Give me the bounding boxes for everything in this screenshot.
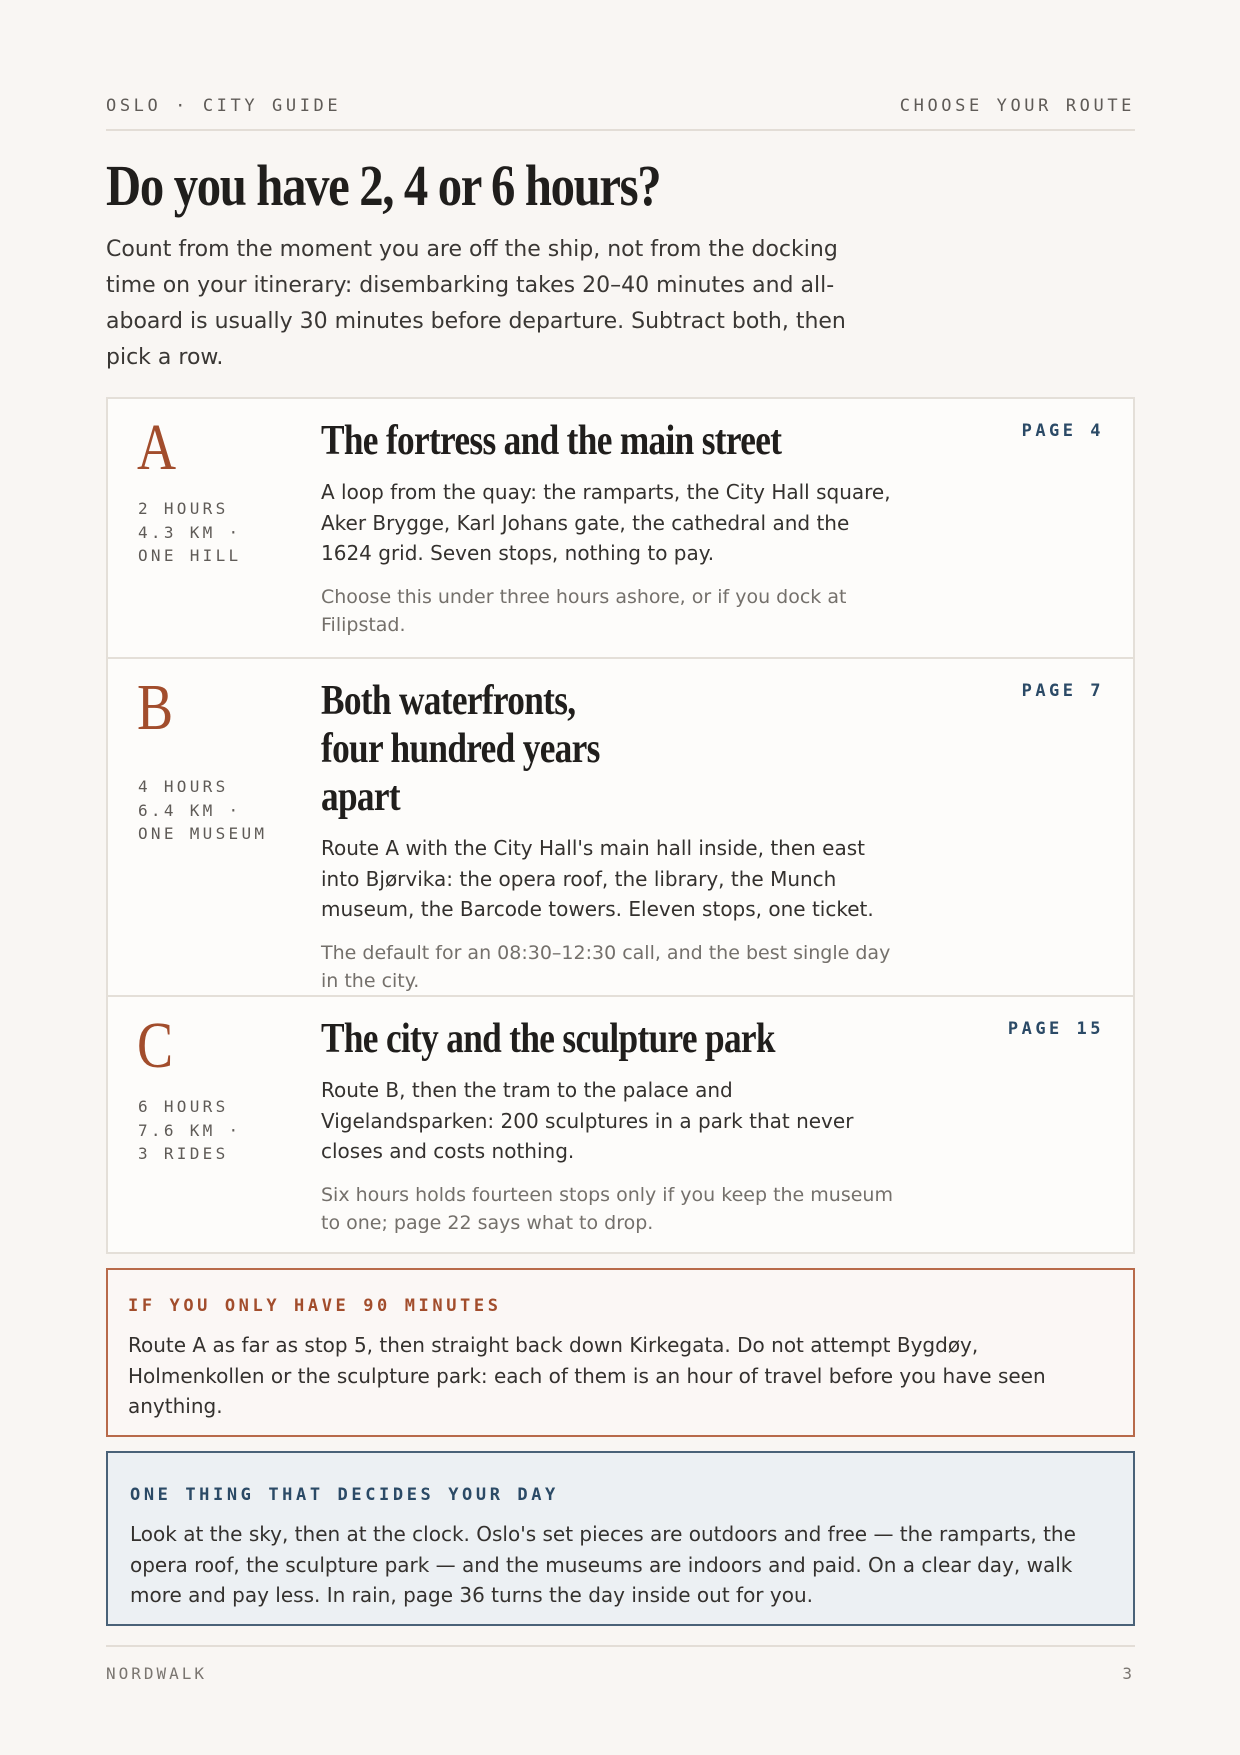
route-distance: 7.6 KM · xyxy=(138,1120,242,1140)
tip-callout xyxy=(106,1451,1135,1626)
route-duration: 6 HOURS xyxy=(138,1097,229,1116)
route-extra: ONE MUSEUM xyxy=(138,824,268,843)
tip-text: Look at the sky, then at the clock. Oslo's set pieces are outdoors and free — the ramparts, the opera roof, the sculpture park — and the museums are indoors and paid. On a clear day, walk more and pay less. In rain, page 36 turns the day inside out for you. xyxy=(130,1522,1076,1607)
route-distance: 4.3 KM · xyxy=(138,522,242,542)
publisher-label: NORDWALK xyxy=(106,1664,208,1683)
route-note: Six hours holds fourteen stops only if you keep the museum to one; page 22 says what to drop. xyxy=(321,1183,893,1234)
route-title: The fortress and the main street xyxy=(321,418,782,464)
running-head xyxy=(106,96,1135,116)
page-number: 3 xyxy=(1122,1664,1135,1683)
route-title: The city and the sculpture park xyxy=(321,1016,775,1062)
warning-text: Route A as far as stop 5, then straight back down Kirkegata. Do not attempt Bygdøy, Holmenkollen or the sculpture park: each of them is an hour of travel before you have seen anything. xyxy=(128,1333,1046,1418)
route-meta xyxy=(138,1095,241,1166)
route-letter: C xyxy=(137,1009,174,1082)
page xyxy=(106,0,1135,1755)
tip-heading: ONE THING THAT DECIDES YOUR DAY xyxy=(130,1485,559,1505)
route-note: The default for an 08:30–12:30 call, and the best single day in the city. xyxy=(321,941,891,992)
header-divider xyxy=(106,129,1135,131)
footer xyxy=(106,1664,1135,1683)
route-duration: 2 HOURS xyxy=(138,499,229,518)
route-description: Route B, then the tram to the palace and Vigelandsparken: 200 sculptures in a park that never closes and costs nothing. xyxy=(321,1078,854,1163)
route-description: A loop from the quay: the ramparts, the City Hall square, Aker Brygge, Karl Johans gate, the cathedral and the 1624 grid. Seven stops, nothing to pay. xyxy=(321,480,891,565)
route-note: Choose this under three hours ashore, or if you dock at Filipstad. xyxy=(321,585,847,636)
route-meta xyxy=(138,775,267,846)
route-row-b xyxy=(108,657,1133,995)
route-page-link[interactable]: PAGE 15 xyxy=(1007,1019,1104,1039)
route-body xyxy=(321,417,901,640)
route-description: Route A with the City Hall's main hall inside, then east into Bjørvika: the opera roof, the library, the Munch museum, the Barcode towers. Eleven stops, one ticket. xyxy=(321,836,874,921)
intro-paragraph: Count from the moment you are off the ship, not from the docking time on your itinerary: disembarking takes 20–40 minutes and all-aboard is usually 30 minutes before departure. Subtract both, then pick a row. xyxy=(106,237,846,370)
route-body xyxy=(321,677,901,996)
route-extra: ONE HILL xyxy=(138,546,242,565)
route-table xyxy=(106,397,1135,1254)
route-duration: 4 HOURS xyxy=(138,777,229,796)
route-letter: B xyxy=(137,671,174,744)
section-label: CHOOSE YOUR ROUTE xyxy=(899,96,1135,116)
warning-heading: IF YOU ONLY HAVE 90 MINUTES xyxy=(128,1296,502,1316)
page-title: Do you have 2, 4 or 6 hours? xyxy=(106,153,661,218)
route-letter: A xyxy=(137,411,177,484)
route-meta xyxy=(138,497,241,568)
route-row-c xyxy=(108,995,1133,1252)
route-extra: 3 RIDES xyxy=(138,1144,229,1163)
guide-label: OSLO · CITY GUIDE xyxy=(106,96,342,116)
route-body xyxy=(321,1015,901,1238)
footer-divider xyxy=(106,1645,1135,1647)
route-title: Both waterfronts, four hundred years apart xyxy=(321,678,600,820)
route-distance: 6.4 KM · xyxy=(138,800,242,820)
route-row-a xyxy=(108,399,1133,657)
route-page-link[interactable]: PAGE 7 xyxy=(1021,681,1104,701)
warning-callout xyxy=(106,1268,1135,1437)
route-page-link[interactable]: PAGE 4 xyxy=(1021,421,1104,441)
